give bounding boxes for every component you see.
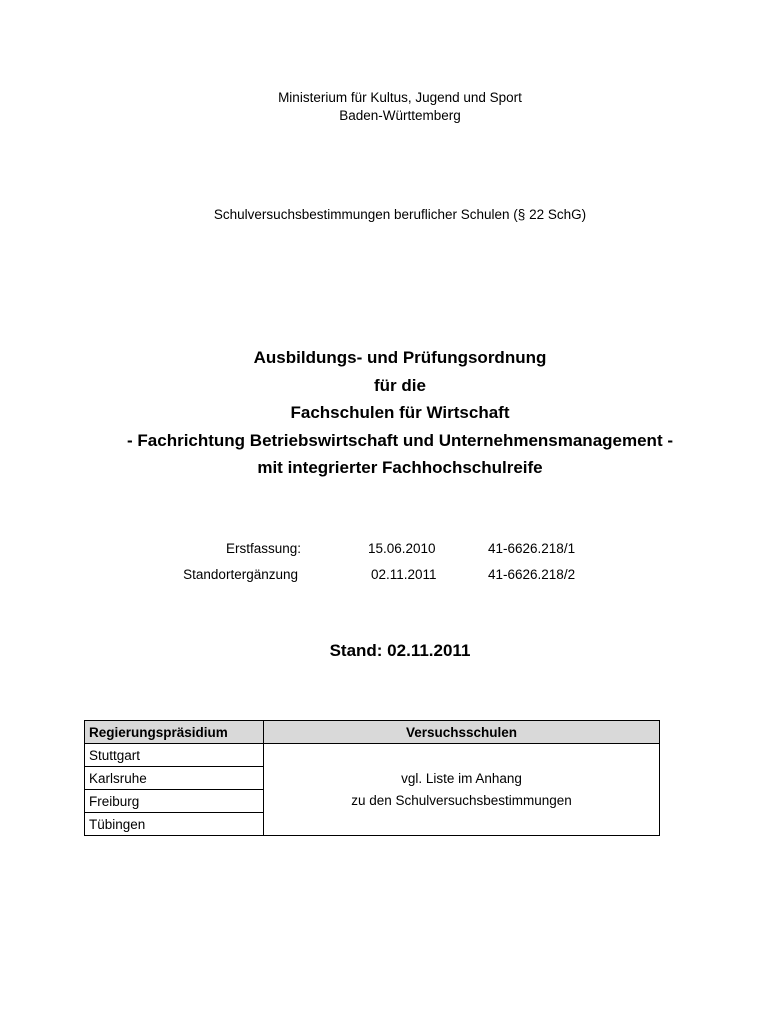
title-line-4: - Fachrichtung Betriebswirtschaft und Unternehmensmanagement - [127, 430, 673, 450]
schools-table [84, 720, 660, 836]
version-ref-1: 41-6626.218/1 [488, 541, 576, 556]
version-ref-2: 41-6626.218/2 [488, 567, 576, 582]
stand-date: Stand: 02.11.2011 [329, 641, 471, 660]
schools-line-1: vgl. Liste im Anhang [401, 770, 522, 786]
title-line-2: für die [374, 375, 426, 395]
title-line-3: Fachschulen für Wirtschaft [290, 403, 510, 422]
ministry-header [0, 89, 770, 125]
document-title [0, 344, 770, 482]
header-versuchsschulen: Versuchsschulen [264, 721, 660, 744]
document-subtitle: Schulversuchsbestimmungen beruflicher Schulen (§ 22 SchG) [213, 207, 587, 222]
region-cell: Tübingen [85, 813, 264, 836]
header-regierungspraesidium: Regierungspräsidium [85, 721, 264, 744]
title-line-1: Ausbildungs- und Prüfungsordnung [253, 348, 547, 367]
region-cell: Freiburg [85, 790, 264, 813]
schools-line-2: zu den Schulversuchsbestimmungen [351, 792, 572, 808]
region-cell: Karlsruhe [85, 767, 264, 790]
state-name: Baden-Württemberg [339, 108, 461, 123]
version-label-1: Erstfassung: [225, 541, 301, 556]
table-header-row [85, 721, 660, 744]
ministry-name: Ministerium für Kultus, Jugend und Sport [278, 90, 522, 105]
version-label-2: Standortergänzung [183, 567, 298, 582]
version-date-2: 02.11.2011 [371, 567, 437, 582]
region-cell: Stuttgart [85, 744, 264, 767]
table-row [85, 744, 660, 767]
version-date-1: 15.06.2010 [368, 541, 436, 556]
schools-cell [264, 744, 660, 836]
title-line-5: mit integrierter Fachhochschulreife [257, 458, 543, 477]
